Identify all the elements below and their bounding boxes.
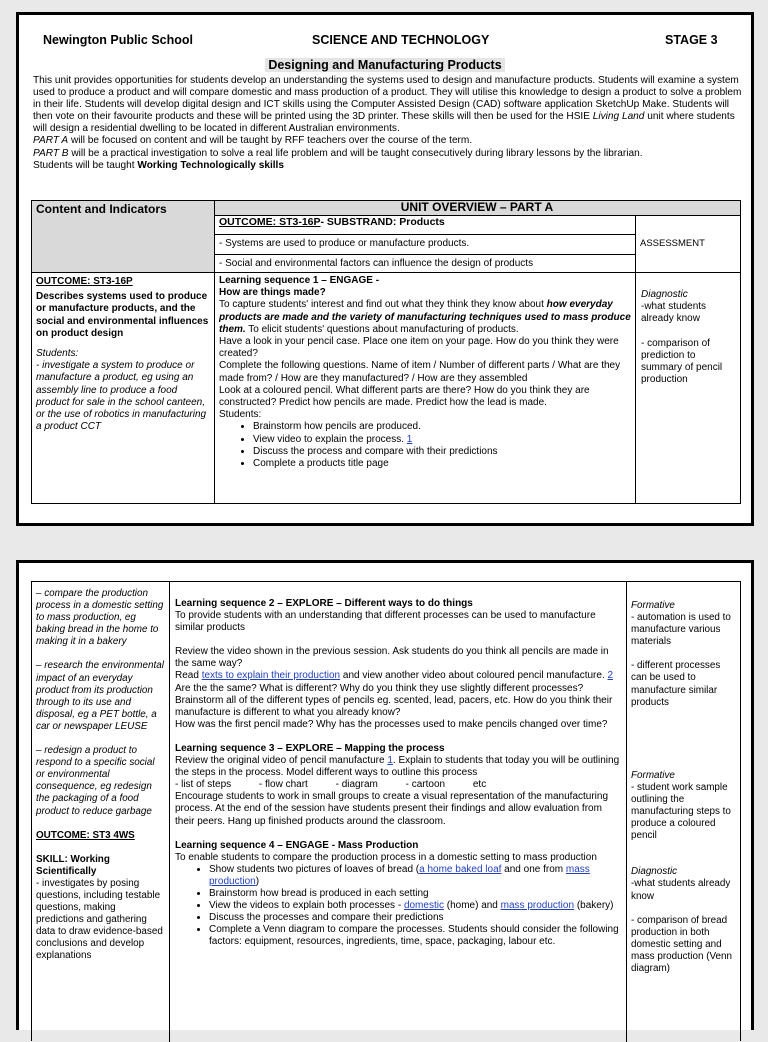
ls3-title: Learning sequence 3 – EXPLORE – Mapping the process (175, 742, 445, 754)
left-outcome-code: OUTCOME: ST3-16P (36, 276, 133, 287)
video-link[interactable]: 1 (406, 433, 413, 445)
ls1-students-label: Students: (219, 409, 262, 421)
left-content-column (32, 273, 214, 436)
ls1-question: How are things made? (219, 287, 326, 299)
formative-label: Formative (631, 600, 675, 611)
automation-assessment: - automation is used to manufacture various materials (631, 612, 731, 648)
stage-label: STAGE 3 (665, 33, 718, 47)
ls4-bullet-list (175, 864, 621, 949)
venn-comparison-assessment: - comparison of bread production in both domestic setting and mass production (Venn diagram) (631, 914, 733, 974)
left-indicators-column (32, 588, 169, 963)
ls1-paragraph-2: Have a look in your pencil case. Place one item on your page. How do you think they were created? (219, 336, 619, 360)
learning-sequence-2 (175, 598, 621, 731)
left-outcome-description: Describes systems used to produce or manufacture products, and the social and environmental influences on product design (36, 291, 209, 339)
list-item: • Complete a products title page (253, 458, 631, 470)
formative-label: Formative (631, 769, 675, 781)
video-link[interactable]: 2 (607, 670, 614, 682)
intro-text: This unit provides opportunities for students develop an understanding the systems used to design and manufacture products. Students will examine a system used to produce a product and will compare domestic and mass production of a product. They will utilise this knowledge to design a product to solve a problem in their life. Students will develop digital design and ICT skills using the Computer Assisted Design (CAD) software application SketchUp Make. Students will then vote on their favourite products and these will be printed using the 3D printer. These skills will then be used for the HSIE Living Land unit where students will design a residential dwelling to be located in different Australian environments. PART A will be focused on content and will be taught by RFF teachers over the course of the term. PART B will be a practical investigation to solve a real life problem and will be taught consecutively during library lessons by the librarian. Students will be taught Working Technologically skills (33, 75, 742, 171)
ls3-list: - list of steps - flow chart - diagram - cartoon etc (175, 779, 487, 791)
home-baked-loaf-link[interactable]: a home baked loaf (419, 863, 502, 875)
ls3-paragraph-1: Review the original video of pencil manufacture 1. Explain to students that today you will be outlining the steps in the process. Model different ways to outline this process (175, 755, 620, 779)
assessment-heading: ASSESSMENT (640, 238, 705, 249)
outcome-point-1: - Systems are used to produce or manufacture products. (219, 238, 470, 249)
list-item: • Discuss the process and compare with their predictions (253, 446, 631, 458)
assessment-column (636, 289, 740, 386)
subject-heading: SCIENCE AND TECHNOLOGY (312, 33, 490, 47)
skill-heading: SKILL: Working Scientifically (36, 853, 110, 877)
outcome-point-2: - Social and environmental factors can influence the design of products (219, 258, 534, 269)
school-name: Newington Public School (43, 33, 193, 47)
ls1-paragraph-3: Complete the following questions. Name of item / Number of different parts / What are they made from? / How are they manufactured? / How are they assembled (219, 360, 621, 384)
assessment-column (627, 600, 740, 975)
ls1-bullet-list (219, 421, 631, 470)
ls1-paragraph-4: Look at a coloured pencil. What different parts are there? How do you think they are constructed? Predict how pencils are made. Predict how the lead is made. (219, 384, 590, 409)
compare-indicator: – compare the production process in a domestic setting to mass production, eg baking bread in the home to making it in a bakery (36, 588, 164, 648)
unit-overview-heading: UNIT OVERVIEW – PART A (214, 201, 740, 215)
list-item: • View video to explain the process. 1 (253, 434, 631, 446)
diagnostic-label: Diagnostic (631, 866, 678, 878)
list-item: • Brainstorm how pencils are produced. (253, 421, 631, 433)
list-item: • View the videos to explain both processes - domestic (home) and mass production (bakery) (209, 900, 621, 912)
unit-title: Designing and Manufacturing Products (19, 58, 751, 72)
diagnostic-label: Diagnostic (641, 289, 688, 300)
different-processes-assessment: - different processes can be used to manufacture similar products (631, 660, 721, 708)
ls4-paragraph-1: To enable students to compare the production process in a domestic setting to mass production (175, 851, 597, 863)
content-indicators-heading: Content and Indicators (32, 201, 214, 272)
domestic-link[interactable]: domestic (403, 900, 444, 912)
redesign-indicator: – redesign a product to respond to a specific social or environmental consequence, eg redesign the packaging of a food product to reduce garbage (36, 745, 155, 817)
mass-production-link[interactable]: mass production (209, 863, 590, 887)
video-link[interactable]: 1 (387, 755, 393, 767)
investigates-indicator: - investigates by posing questions, including testable questions, making predictions and gathering data to draw evidence-based conclusions and develop explanations (36, 877, 163, 962)
ls1-paragraph-1: To capture students' interest and find out what they think they know about how everyday products are made and the variety of manufacturing techniques used to mass produce them. To elicit students' questions about manufacturing of products. (219, 299, 631, 335)
ls3-paragraph-2: Encourage students to work in small groups to create a visual representation of the manufacturing process. At the end of the session have students present their findings and allow evaluation from their peers. Hang up finished products around the classroom. (175, 791, 609, 827)
ls2-paragraph-2: Review the video shown in the previous session. Ask students do you think all pencils are made in the same way? (175, 646, 609, 670)
ls4-title: Learning sequence 4 – ENGAGE - Mass Production (175, 839, 419, 851)
outcome-substrand: OUTCOME: ST3-16P- SUBSTRAND: Products (219, 216, 445, 228)
diagnostic-item-2: - comparison of prediction to summary of pencil production (641, 337, 723, 386)
learning-sequence-4 (175, 840, 621, 949)
ls2-paragraph-4: Are the the same? What is different? Why do you think they use slightly different processes? Brainstorm all of the different types of pencils eg. scented, lead, pacers, etc. How do you think their manufacture is different to what you already know? (175, 682, 613, 718)
outcome-ws: OUTCOME: ST3 4WS (36, 829, 135, 841)
unit-overview-table (31, 200, 741, 504)
learning-sequence-3 (175, 743, 621, 828)
list-item: • Complete a Venn diagram to compare the processes. Students should consider the following factors: equipment, resources, ingredients, time, space, packaging, labour etc. (209, 924, 621, 948)
texts-link[interactable]: texts to explain their production (201, 670, 341, 682)
list-item: • Brainstorm how bread is produced in each setting (209, 888, 621, 900)
ls2-paragraph-3: Read texts to explain their production and view another video about coloured pencil manufacture. 2 (175, 670, 614, 682)
list-item: • Discuss the processes and compare their predictions (209, 912, 621, 924)
document-page-2 (16, 560, 754, 1030)
ls1-title: Learning sequence 1 – ENGAGE - (219, 275, 380, 286)
students-label: Students: (36, 348, 79, 360)
work-sample-assessment: - student work sample outlining the manufacturing steps to produce a coloured pencil (631, 781, 731, 842)
diagnostic-item-1: -what students already know (641, 301, 707, 325)
learning-sequences-column (170, 598, 626, 958)
already-know-assessment: -what students already know (631, 878, 731, 902)
investigate-indicator: - investigate a system to produce or manufacture a product, eg using an assembly line to produce a food product for sale in the school canteen, or the use of robotics in manufacturing a product CCT (36, 360, 207, 433)
unit-overview-continued-table (31, 581, 741, 1041)
document-page-1 (16, 12, 754, 526)
ls2-paragraph-5: How was the first pencil made? Why has the processes used to make pencils changed over time? (175, 718, 608, 730)
learning-sequence-1 (215, 275, 635, 470)
research-indicator: – research the environmental impact of an everyday product from its production through to its use and disposal, eg a PET bottle, a car or newspaper LEUSE (36, 660, 164, 732)
ls2-paragraph-1: To provide students with an understanding that different processes can be used to manufacture similar products (175, 610, 596, 634)
list-item: • Show students two pictures of loaves of bread (a home baked loaf and one from mass production) (209, 864, 621, 888)
mass-production-video-link[interactable]: mass production (500, 900, 575, 912)
ls2-title: Learning sequence 2 – EXPLORE – Different ways to do things (175, 598, 473, 609)
